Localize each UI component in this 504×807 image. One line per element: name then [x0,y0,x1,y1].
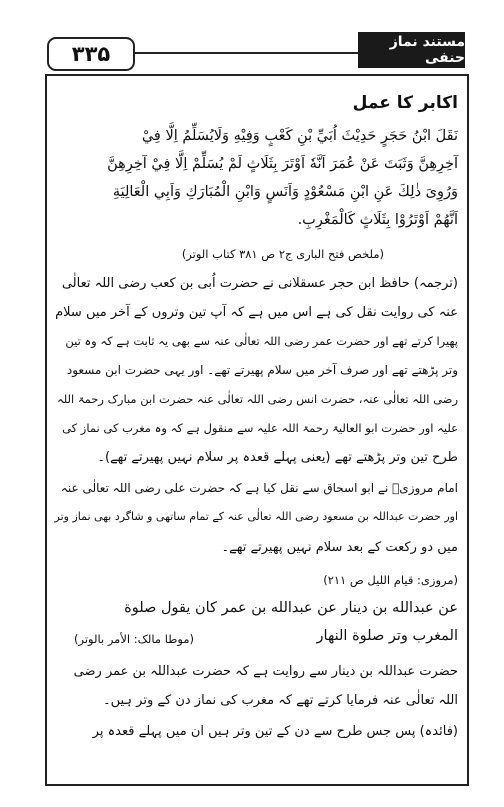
urdu-line: اللہ تعالٰی عنہ فرمایا کرتے تھے کہ مغرب کی نماز دن کے وتر ہیں۔ [103,693,458,708]
urdu-line: پھیرا کرتے تھے اور حضرت عمر رضی اللہ تعالٰی عنہ سے بھی یہ ثابت ہے کہ وہ تین [65,334,458,348]
arabic-line: نَقَلَ ابْنُ حَجَرٍ حَدِيْثَ اُبَيِّ بْنِ كَعْبٍ وَفِيْهِ وَلَايُسَلِّمُ اِلَّا فِيْ [141,128,458,144]
urdu-line: میں دو رکعت کے بعد سلام نہیں پھیرتے تھے۔ [221,540,458,555]
urdu-line: رضی اللہ تعالٰی عنہ، حضرت انس رضی اللہ تعالٰی عنہ حضرت ابن مبارک رحمۃ اللہ [57,392,458,406]
arabic-line: اَنَّهُمْ اَوْتَرُوْا بِثَلَاثٍ كَالْمَغْرِبِ. [297,212,458,228]
reference: (ملخص فتح الباری ج۲ ص ۳۸۱ کتاب الوتر) [181,247,384,261]
urdu-line: (ترجمہ) حافظ ابن حجر عسقلانی نے حضرت اُبی بن کعب رضی اللہ تعالٰی [61,276,458,291]
arabic-line: آخِرِهِنَّ وَثَبَتَ عَنْ عُمَرَ اَنَّهٗ اَوْتَرَ بِثَلَاثٍ لَمْ يُسَلِّمْ اِلَّا فِيْ آخِرِهِنَّ [107,156,458,172]
book-title: مستند نماز حنفی [358,32,465,68]
urdu-line: حضرت عبداللہ بن دینار سے روایت ہے کہ حضرت عبداللہ بن عمر رضی [73,664,458,679]
urdu-line: علیہ اور حضرت ابو العالیۃ رحمۃ اللہ علیہ سے منقول ہے کہ وہ مغرب کی نماز کی [62,421,458,435]
reference: (موطا مالک: الأمر بالوتر) [74,632,194,646]
section-title: اکابر کا عمل [352,93,458,113]
urdu-line: (فائدہ) پس جس طرح سے دن کے تین وتر ہیں ان میں پہلے قعدہ پر [92,724,458,739]
header-rule [135,52,358,54]
urdu-line: طرح تین وتر پڑھتے تھے (یعنی پہلے قعدہ پر سلام نہیں پھیرتے تھے)۔ [97,450,458,465]
page-number: ۳۳۵ [47,37,135,71]
arabic-line: المغرب وتر صلوة النهار [316,628,458,644]
urdu-line: وتر پڑھتے تھے اور صرف آخر میں سلام پھیرتے تھے۔ اور یہی حضرت ابن مسعود [66,363,458,377]
urdu-line: امام مروزیؒ نے ابو اسحاق سے نقل کیا ہے کہ حضرت علی رضی اللہ تعالٰی عنہ [60,481,458,495]
arabic-line: وَرُوِىَ ذٰلِكَ عَنِ ابْنِ مَسْعُوْدٍ وَاَنَسٍ وَابْنِ الْمُبَارَكِ وَاَبِي الْعَالِيَةِ [112,184,458,200]
arabic-line: عن عبدالله بن دينار عن عبدالله بن عمر كان يقول صلوة [124,600,458,616]
urdu-line: اور حضرت عبداللہ بن مسعود رضی اللہ تعالٰی عنہ کے تمام ساتھی و شاگرد بھی نماز وتر [54,510,458,523]
urdu-line: عنہ کی روایت نقل کی ہے اس میں ہے کہ آپ تین وتروں کے آخر میں سلام [55,305,458,320]
reference: (مروزی: قیام اللیل ص ۲۱۱) [323,573,458,587]
